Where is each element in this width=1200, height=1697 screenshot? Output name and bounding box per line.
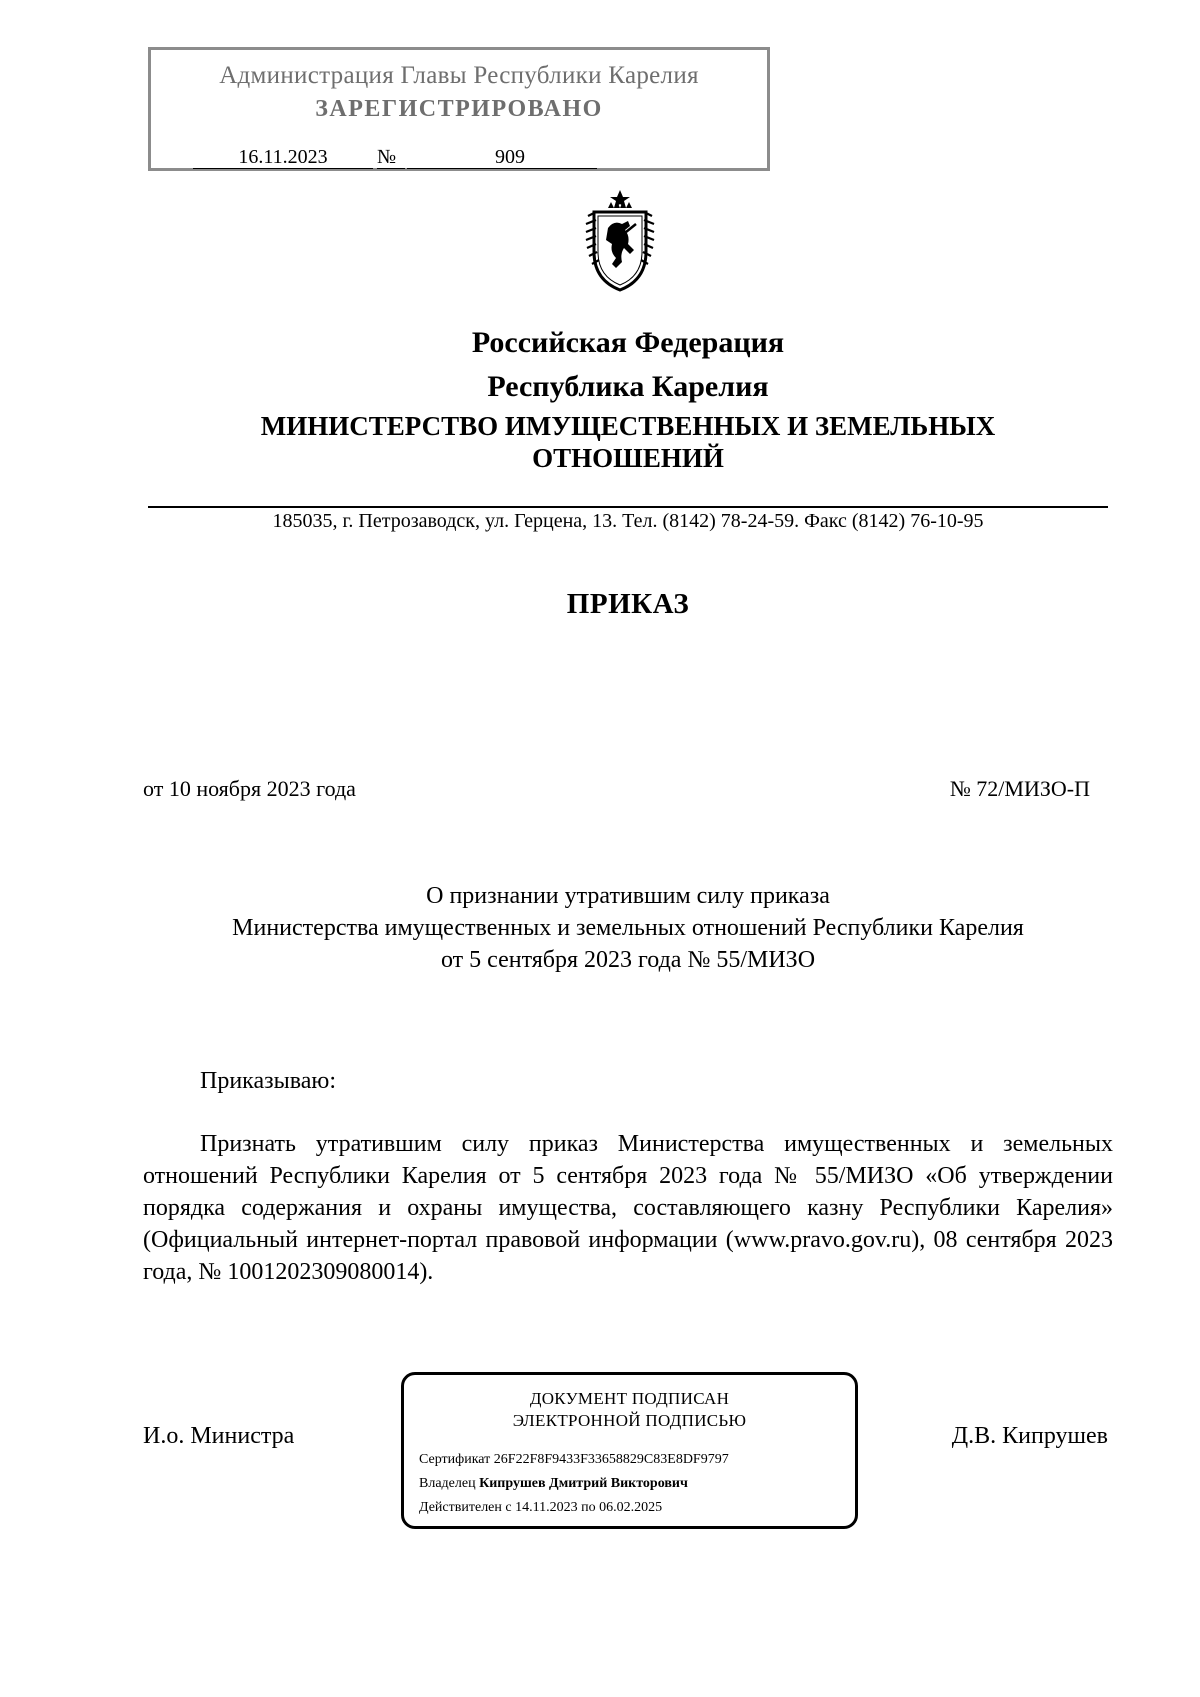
header-region: Республика Карелия	[487, 370, 769, 403]
ministry-line-2: ОТНОШЕНИЙ	[532, 443, 724, 473]
esign-valid-to-label: по	[581, 1500, 596, 1515]
stamp-organization: Администрация Главы Республики Карелия	[219, 62, 699, 89]
esign-valid-label: Действителен с	[419, 1500, 512, 1515]
document-date: от 10 ноября 2023 года	[143, 776, 356, 801]
stamp-number: 909	[495, 146, 525, 168]
esign-heading-2: ЭЛЕКТРОННОЙ ПОДПИСЬЮ	[512, 1411, 747, 1430]
esign-valid-from: 14.11.2023	[515, 1500, 578, 1515]
document-subject	[148, 880, 1108, 976]
ministry-address: 185035, г. Петрозаводск, ул. Герцена, 13. Тел. (8142) 78-24-59. Факс (8142) 76-10-95	[272, 510, 984, 532]
subject-line-3: от 5 сентября 2023 года № 55/МИЗО	[440, 947, 816, 973]
registration-stamp	[148, 47, 770, 171]
esign-heading-1: ДОКУМЕНТ ПОДПИСАН	[529, 1389, 730, 1408]
karelia-coat-of-arms-icon	[578, 188, 662, 292]
header-ministry	[148, 410, 1108, 474]
stamp-date: 16.11.2023	[193, 146, 373, 169]
esign-owner-row	[419, 1476, 688, 1492]
signer-title: И.о. Министра	[143, 1423, 295, 1449]
stamp-number-sign: №	[377, 146, 405, 169]
esign-validity-row	[419, 1500, 662, 1516]
document-number: № 72/МИЗО-П	[949, 776, 1090, 801]
esign-certificate-label: Сертификат	[419, 1452, 491, 1467]
esign-certificate-row	[419, 1452, 729, 1468]
ministry-line-1: МИНИСТЕРСТВО ИМУЩЕСТВЕННЫХ И ЗЕМЕЛЬНЫХ	[260, 411, 996, 441]
electronic-signature-stamp	[401, 1372, 858, 1529]
document-body: Признать утратившим силу приказ Министерства имущественных и земельных отношений Республики Карелия от 5 сентября 2023 года № 55/МИЗО «Об утверждении порядка содержания и охраны имущества, составляющего казну Республики Карелия» (Официальный интернет-портал правовой информации (www.pravo.gov.ru), 08 сентября 2023 года, № 1001202309080014).	[143, 1131, 1113, 1285]
signer-name: Д.В. Кипрушев	[951, 1423, 1108, 1449]
header-country: Российская Федерация	[471, 326, 785, 359]
stamp-status: ЗАРЕГИСТРИРОВАНО	[315, 96, 603, 122]
subject-line-1: О признании утратившим силу приказа	[426, 883, 830, 909]
esign-owner-label: Владелец	[419, 1476, 476, 1491]
document-type: ПРИКАЗ	[566, 588, 690, 620]
order-word: Приказываю:	[200, 1068, 336, 1094]
esign-owner: Кипрушев Дмитрий Викторович	[479, 1476, 688, 1491]
header-divider	[148, 506, 1108, 508]
esign-valid-to: 06.02.2025	[599, 1500, 663, 1515]
stamp-number-field	[407, 146, 597, 169]
esign-certificate: 26F22F8F9433F33658829C83E8DF9797	[493, 1452, 729, 1467]
subject-line-2: Министерства имущественных и земельных отношений Республики Карелия	[232, 915, 1024, 941]
